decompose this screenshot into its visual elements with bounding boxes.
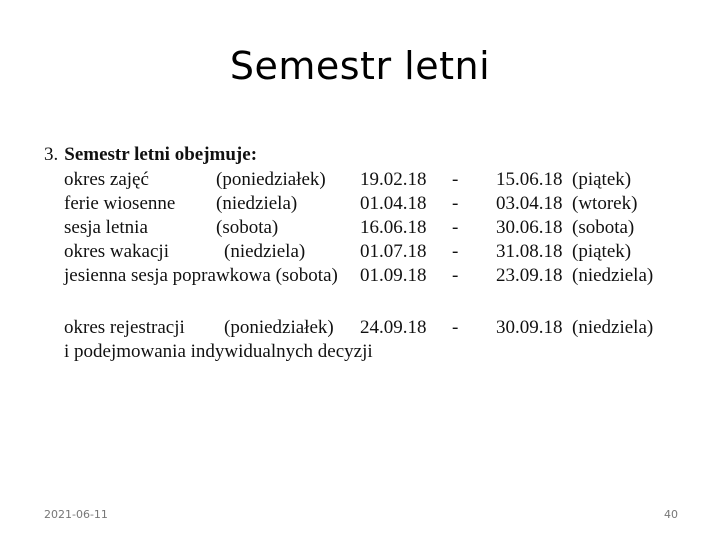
period-name: sesja letnia xyxy=(64,217,148,238)
end-day: (sobota) xyxy=(572,217,635,238)
range-dash: - xyxy=(452,193,459,214)
range-dash: - xyxy=(452,265,459,286)
end-date: 30.06.18 xyxy=(496,217,563,238)
start-day: (sobota) xyxy=(216,217,279,238)
start-date: 01.09.18 xyxy=(360,265,427,286)
page-number: 40 xyxy=(664,508,678,521)
registration-row-continued xyxy=(40,340,680,364)
period-name: jesienna sesja poprawkowa (sobota) xyxy=(64,265,338,286)
section-heading xyxy=(44,144,257,166)
range-dash: - xyxy=(452,241,459,262)
end-date: 15.06.18 xyxy=(496,169,563,190)
end-day: (piątek) xyxy=(572,241,632,262)
period-name: okres zajęć xyxy=(64,169,149,190)
period-name: okres wakacji xyxy=(64,241,169,262)
start-date: 24.09.18 xyxy=(360,317,427,338)
schedule-row xyxy=(40,168,680,192)
end-day: (niedziela) xyxy=(572,317,654,338)
schedule-row xyxy=(40,192,680,216)
start-day: (poniedziałek) xyxy=(224,317,334,338)
footer-date: 2021-06-11 xyxy=(44,508,108,521)
end-day: (wtorek) xyxy=(572,193,638,214)
end-date: 30.09.18 xyxy=(496,317,563,338)
start-date: 16.06.18 xyxy=(360,217,427,238)
section-number: 3. xyxy=(44,144,59,165)
start-day: (niedziela) xyxy=(216,193,298,214)
section-heading-text: Semestr letni obejmuje: xyxy=(64,144,258,165)
end-date: 03.04.18 xyxy=(496,193,563,214)
start-date: 19.02.18 xyxy=(360,169,427,190)
registration-label: okres rejestracji xyxy=(64,317,185,338)
slide-title: Semestr letni xyxy=(229,44,491,88)
start-day: (poniedziałek) xyxy=(216,169,326,190)
end-day: (niedziela) xyxy=(572,265,654,286)
end-date: 31.08.18 xyxy=(496,241,563,262)
scanned-schedule xyxy=(40,138,680,368)
registration-label-line2: i podejmowania indywidualnych decyzji xyxy=(64,341,373,362)
period-name: ferie wiosenne xyxy=(64,193,176,214)
end-day: (piątek) xyxy=(572,169,632,190)
registration-row xyxy=(40,316,680,340)
range-dash: - xyxy=(452,317,459,338)
start-date: 01.07.18 xyxy=(360,241,427,262)
end-date: 23.09.18 xyxy=(496,265,563,286)
range-dash: - xyxy=(452,217,459,238)
schedule-row xyxy=(40,216,680,240)
schedule-row xyxy=(40,264,680,288)
schedule-row xyxy=(40,240,680,264)
range-dash: - xyxy=(452,169,459,190)
start-date: 01.04.18 xyxy=(360,193,427,214)
start-day: (niedziela) xyxy=(224,241,306,262)
